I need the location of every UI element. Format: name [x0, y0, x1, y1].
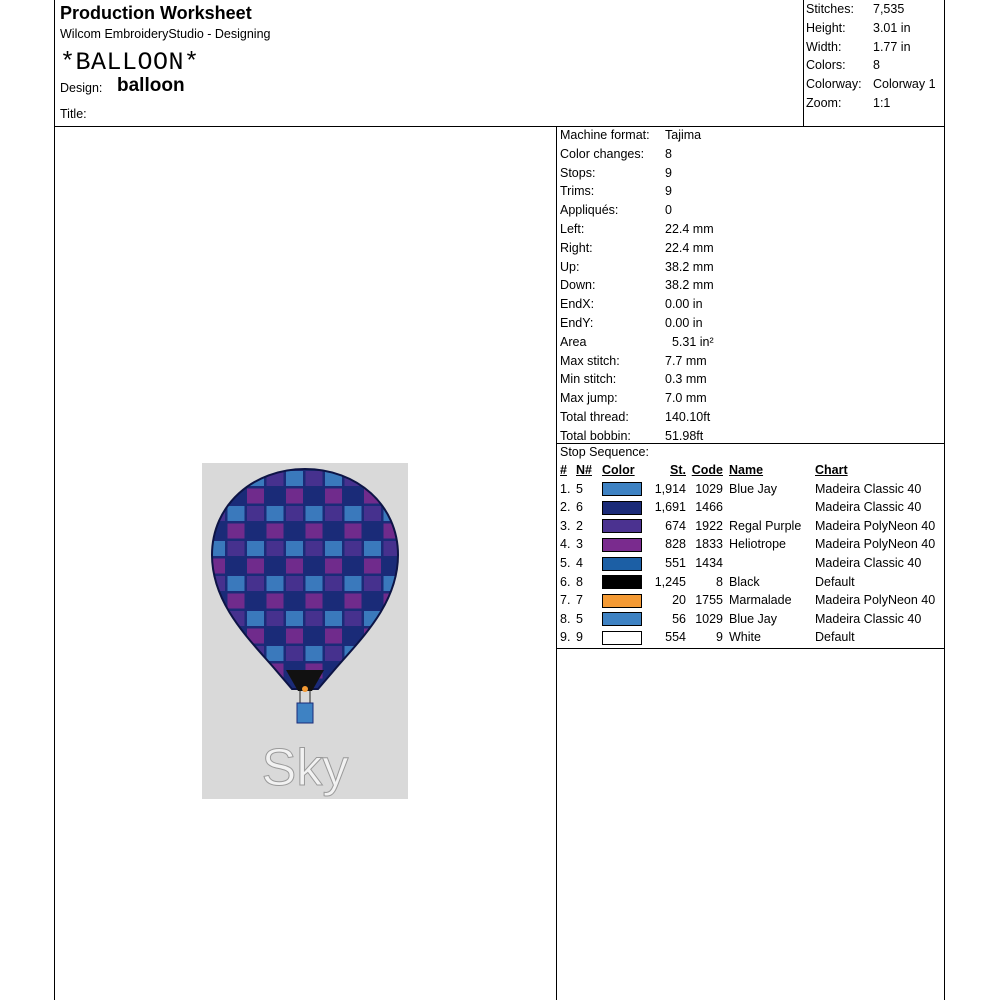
stat-value: 9: [665, 184, 672, 199]
height-label: Height:: [806, 20, 846, 35]
stat-value: 22.4 mm: [665, 240, 714, 255]
table-row: [557, 591, 935, 610]
color-swatch-cell: [602, 554, 646, 573]
cell-st: 674: [665, 518, 686, 533]
cell-name: Regal Purple: [729, 518, 802, 533]
cell-num: 2.: [560, 500, 571, 515]
stat-row: [558, 164, 946, 183]
stat-label: Left:: [560, 221, 585, 236]
cell-st: 20: [672, 593, 686, 608]
design-preview: [202, 463, 408, 799]
stats-list: [558, 126, 946, 446]
color-swatch: [602, 538, 642, 552]
stat-label: EndX:: [560, 297, 595, 312]
cell-num: 3.: [560, 518, 571, 533]
stat-row: [558, 258, 946, 277]
width-value: 1.77 in: [873, 39, 911, 54]
cell-n: 4: [576, 555, 583, 570]
balloon-image: [202, 463, 408, 799]
stat-row: [558, 370, 946, 389]
col-code-header: Code: [691, 463, 723, 477]
worksheet-page: [54, 0, 945, 1000]
stat-label: Max stitch:: [560, 353, 620, 368]
stat-row: [558, 389, 946, 408]
cell-chart: Default: [815, 630, 855, 645]
cell-num: 8.: [560, 611, 571, 626]
cell-st: 554: [665, 630, 686, 645]
stat-value: 22.4 mm: [665, 221, 714, 236]
cell-chart: Madeira PolyNeon 40: [815, 593, 936, 608]
stat-row: [558, 145, 946, 164]
table-row: [557, 554, 935, 573]
stat-row: [558, 126, 946, 145]
stat-value: 0.00 in: [665, 315, 703, 330]
color-swatch: [602, 594, 642, 608]
header-left: [60, 2, 271, 78]
cell-num: 5.: [560, 555, 571, 570]
cell-n: 6: [576, 500, 583, 515]
stat-value: 9: [665, 165, 672, 180]
colorway-value: Colorway 1: [873, 77, 936, 92]
stat-label: Max jump:: [560, 391, 618, 406]
design-label: Design:: [60, 81, 103, 95]
colorway-label: Colorway:: [806, 77, 862, 92]
color-swatch: [602, 612, 642, 626]
cell-code: 1029: [695, 481, 723, 496]
stat-label: Total thread:: [560, 409, 629, 424]
cell-chart: Madeira Classic 40: [815, 481, 922, 496]
cell-n: 9: [576, 630, 583, 645]
software-name: Wilcom EmbroideryStudio - Designing: [60, 27, 271, 41]
color-swatch: [602, 501, 642, 515]
color-swatch: [602, 519, 642, 533]
title-row: [60, 107, 87, 121]
stat-value: 51.98ft: [665, 428, 704, 443]
stat-value: 0.00 in: [665, 297, 703, 312]
color-swatch-cell: [602, 573, 646, 592]
width-label: Width:: [806, 39, 842, 54]
cell-code: 1434: [695, 555, 723, 570]
cell-chart: Default: [815, 574, 855, 589]
col-n-header: N#: [576, 463, 592, 477]
design-value: balloon: [117, 75, 185, 96]
stat-label: Up:: [560, 259, 580, 274]
stop-sequence-table: [557, 461, 935, 647]
cell-chart: Madeira Classic 40: [815, 611, 922, 626]
cell-name: White: [729, 630, 761, 645]
cell-code: 8: [716, 574, 723, 589]
cell-chart: Madeira PolyNeon 40: [815, 537, 936, 552]
cell-n: 2: [576, 518, 583, 533]
color-swatch: [602, 557, 642, 571]
stat-value: 7.7 mm: [665, 353, 707, 368]
stat-label: Area: [560, 334, 587, 349]
cell-code: 1755: [695, 593, 723, 608]
stat-label: EndY:: [560, 315, 594, 330]
cell-name: [723, 554, 815, 573]
color-swatch-cell: [602, 535, 646, 554]
cell-num: 6.: [560, 574, 571, 589]
summary-divider: [803, 0, 804, 126]
stat-row: [558, 182, 946, 201]
table-row: [557, 480, 935, 499]
cell-n: 5: [576, 481, 583, 496]
stat-label: Right:: [560, 240, 593, 255]
table-row: [557, 498, 935, 517]
stat-row: [558, 295, 946, 314]
preview-text: Sky: [261, 739, 349, 797]
stat-value: 140.10ft: [665, 409, 711, 424]
stat-label: Total bobbin:: [560, 428, 631, 443]
stat-label: Stops:: [560, 165, 596, 180]
color-swatch: [602, 631, 642, 645]
cell-num: 9.: [560, 630, 571, 645]
design-display-name: *BALLOON*: [60, 48, 200, 77]
cell-code: 1029: [695, 611, 723, 626]
cell-n: 8: [576, 574, 583, 589]
color-swatch-cell: [602, 591, 646, 610]
color-swatch: [602, 575, 642, 589]
balloon-basket: [297, 703, 313, 723]
table-row: [557, 517, 935, 536]
cell-st: 1,914: [654, 481, 686, 496]
cell-code: 1466: [695, 500, 723, 515]
color-swatch: [602, 482, 642, 496]
title-label: Title:: [60, 107, 87, 121]
stat-row: [558, 314, 946, 333]
stat-row: [558, 239, 946, 258]
stat-value: 38.2 mm: [665, 259, 714, 274]
cell-chart: Madeira Classic 40: [815, 500, 922, 515]
table-rule: [556, 648, 944, 649]
stat-label: Trims:: [560, 184, 595, 199]
cell-st: 828: [665, 537, 686, 552]
cell-code: 9: [716, 630, 723, 645]
table-row: [557, 610, 935, 629]
cell-name: Marmalade: [729, 593, 792, 608]
cell-st: 551: [665, 555, 686, 570]
cell-chart: Madeira Classic 40: [815, 555, 922, 570]
stat-label: Machine format:: [560, 128, 650, 142]
color-swatch-cell: [602, 610, 646, 629]
color-swatch-cell: [602, 517, 646, 536]
stat-row: [558, 220, 946, 239]
cell-n: 5: [576, 611, 583, 626]
stat-row: [558, 408, 946, 427]
cell-name: [723, 498, 815, 517]
stat-value: 5.31 in²: [665, 334, 714, 349]
colors-label: Colors:: [806, 58, 846, 73]
stat-label: Down:: [560, 278, 596, 293]
color-swatch-cell: [602, 480, 646, 499]
height-value: 3.01 in: [873, 20, 911, 35]
cell-st: 56: [672, 611, 686, 626]
design-row: [60, 75, 185, 96]
col-chart-header: Chart: [815, 463, 848, 477]
color-swatch-cell: [602, 498, 646, 517]
stop-sequence-title: Stop Sequence:: [560, 445, 649, 459]
cell-n: 7: [576, 593, 583, 608]
zoom-label: Zoom:: [806, 96, 842, 110]
stat-value: 0.3 mm: [665, 372, 707, 387]
table-row: [557, 628, 935, 647]
cell-name: Black: [729, 574, 760, 589]
stitches-label: Stitches:: [806, 2, 854, 16]
stat-row: [558, 352, 946, 371]
cell-num: 7.: [560, 593, 571, 608]
col-color-header: Color: [602, 463, 635, 477]
stat-value: 0: [665, 203, 672, 218]
cell-n: 3: [576, 537, 583, 552]
table-header-row: [557, 461, 935, 480]
stitches-value: 7,535: [873, 2, 905, 16]
zoom-value: 1:1: [873, 96, 891, 110]
stat-row: [558, 333, 946, 352]
cell-st: 1,245: [654, 574, 686, 589]
cell-num: 1.: [560, 481, 571, 496]
cell-code: 1833: [695, 537, 723, 552]
col-name-header: Name: [729, 463, 764, 477]
color-swatch-cell: [602, 628, 646, 647]
stat-value: 38.2 mm: [665, 278, 714, 293]
stat-label: Min stitch:: [560, 372, 617, 387]
cell-name: Blue Jay: [729, 481, 777, 496]
page-title: Production Worksheet: [60, 3, 252, 23]
cell-num: 4.: [560, 537, 571, 552]
stat-row: [558, 201, 946, 220]
stat-label: Color changes:: [560, 146, 645, 161]
stat-row: [558, 276, 946, 295]
cell-code: 1922: [695, 518, 723, 533]
stat-value: 7.0 mm: [665, 391, 707, 406]
cell-st: 1,691: [654, 500, 686, 515]
stat-value: 8: [665, 146, 672, 161]
stat-label: Appliqués:: [560, 203, 619, 218]
col-stitches-header: St.: [670, 463, 686, 477]
col-num-header: #: [560, 463, 567, 477]
cell-name: Heliotrope: [729, 537, 786, 552]
table-row: [557, 535, 935, 554]
table-row: [557, 573, 935, 592]
stat-value: Tajima: [665, 128, 702, 142]
cell-chart: Madeira PolyNeon 40: [815, 518, 936, 533]
colors-value: 8: [873, 58, 880, 73]
cell-name: Blue Jay: [729, 611, 777, 626]
